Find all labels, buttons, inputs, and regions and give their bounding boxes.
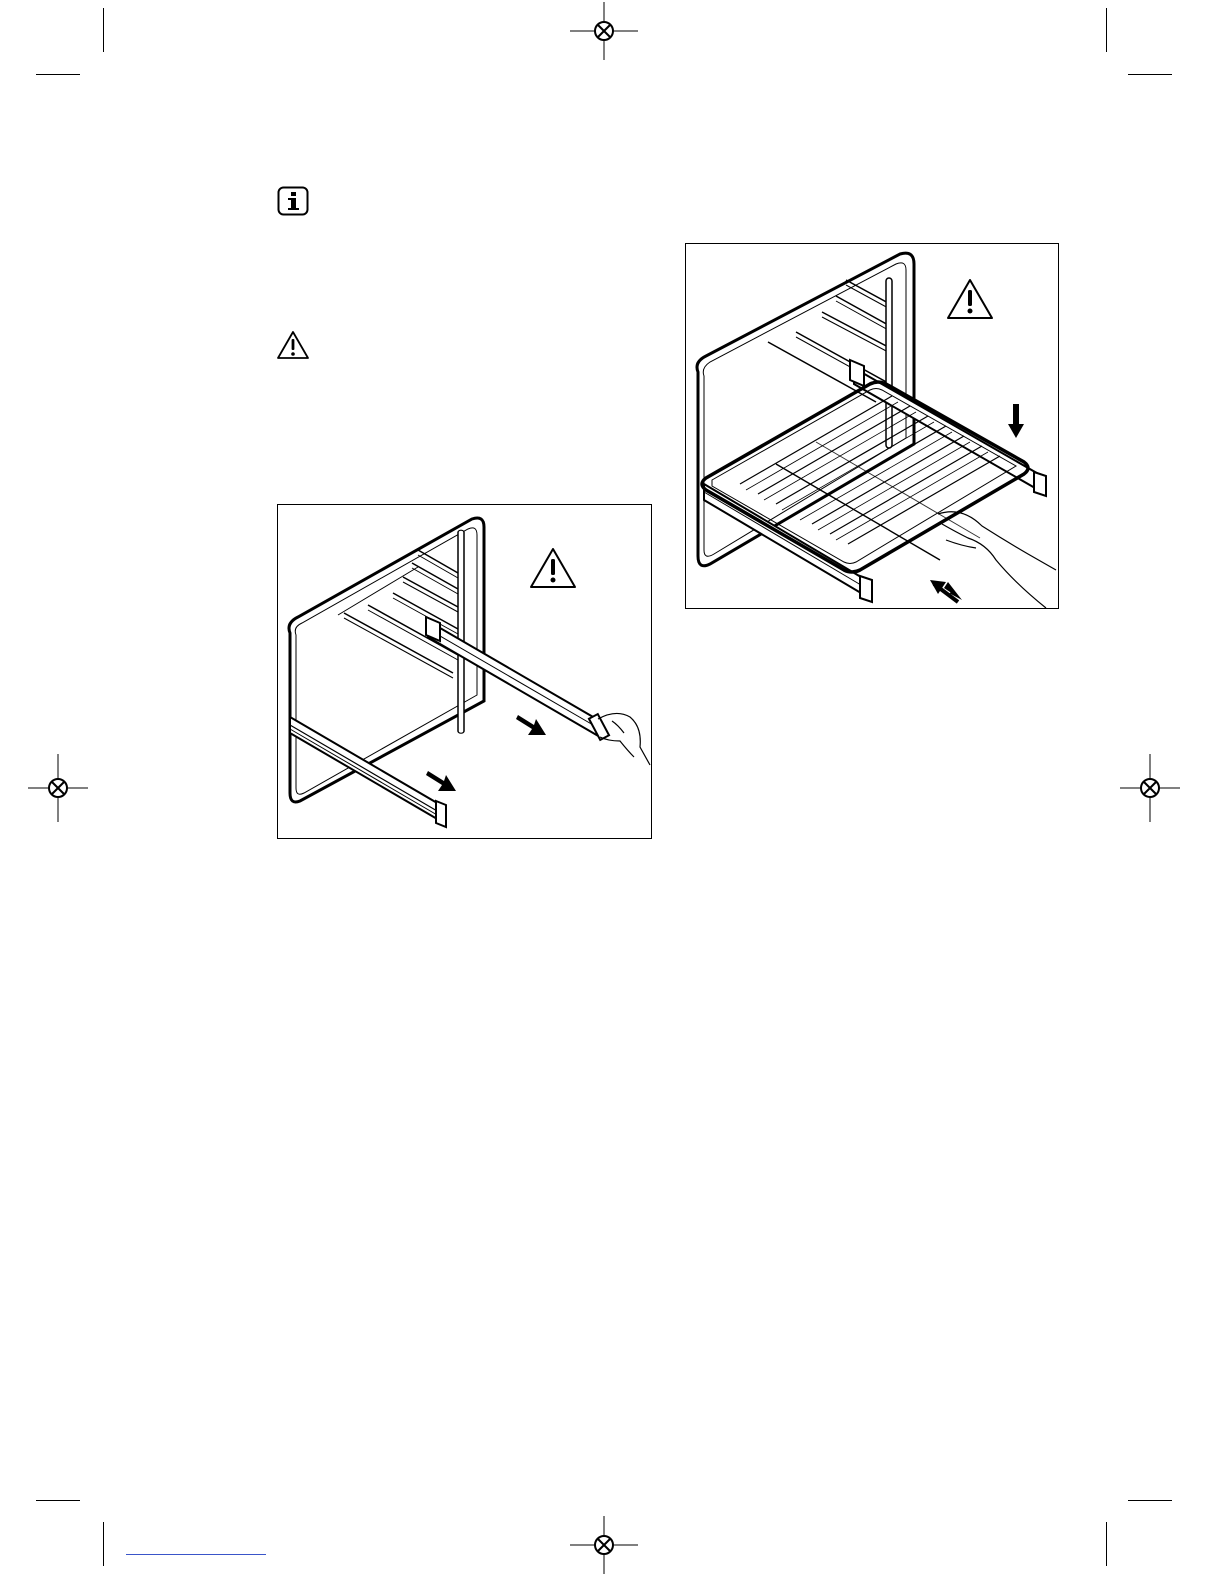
crop-mark-bottom-left-horizontal: [36, 1500, 80, 1501]
arrow-icon: [426, 771, 456, 791]
crop-mark-bottom-right-horizontal: [1128, 1500, 1172, 1501]
arrow-icon: [1008, 404, 1024, 438]
warning-triangle-icon: [531, 549, 575, 587]
registration-mark-icon: [568, 1514, 640, 1576]
figure-remove-rail: [277, 504, 652, 839]
footer-link-line: [126, 1554, 266, 1555]
figure-remove-rail-drawing: [278, 505, 651, 838]
crop-mark-bottom-right-vertical: [1106, 1522, 1107, 1566]
crop-mark-top-right-horizontal: [1128, 74, 1172, 75]
registration-mark-icon: [568, 0, 640, 62]
crop-mark-top-right-vertical: [1106, 8, 1107, 52]
warning-triangle-icon: [276, 330, 310, 360]
figure-insert-shelf-drawing: [686, 244, 1058, 608]
registration-mark-icon: [1118, 752, 1182, 824]
crop-mark-top-left-horizontal: [36, 74, 80, 75]
warning-triangle-icon: [948, 280, 992, 318]
crop-mark-bottom-left-vertical: [103, 1522, 104, 1566]
crop-mark-top-left-vertical: [103, 8, 104, 52]
info-icon: [277, 186, 309, 216]
figure-insert-shelf: [685, 243, 1059, 609]
registration-mark-icon: [26, 752, 90, 824]
oven-cavity: [289, 518, 484, 802]
arrow-icon: [516, 715, 546, 735]
hand-icon: [598, 713, 650, 765]
